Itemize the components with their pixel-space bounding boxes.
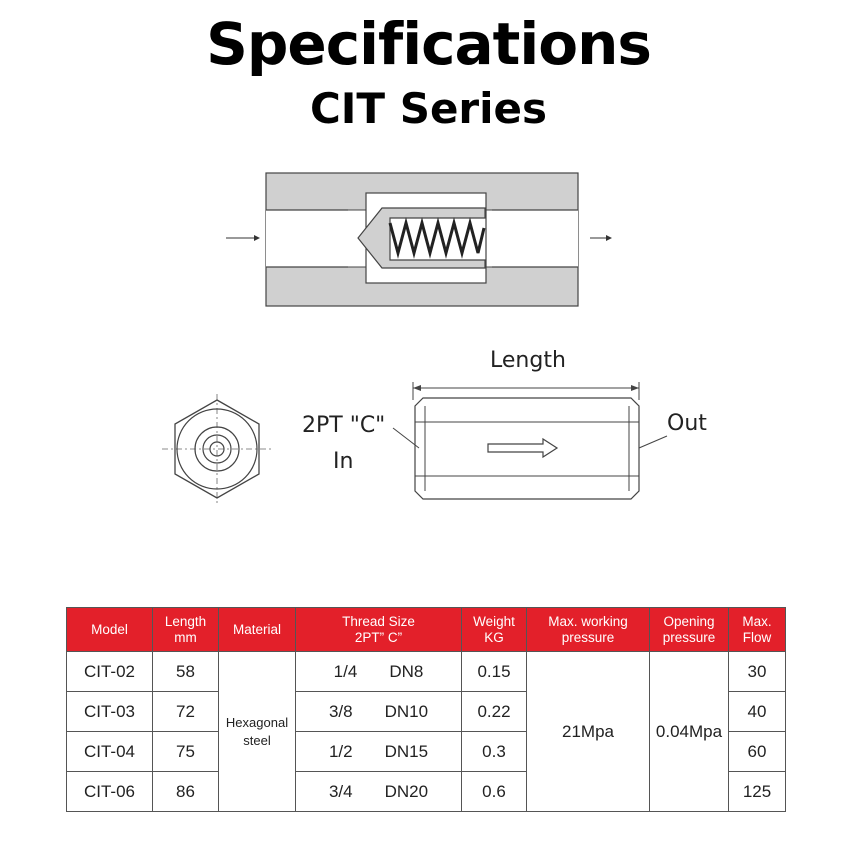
cell-length: 72 [153, 692, 219, 732]
cell-thread: 1/2 DN15 [296, 732, 462, 772]
cell-opening-pressure: 0.04Mpa [650, 652, 729, 812]
cell-model: CIT-03 [67, 692, 153, 732]
cell-material: Hexagonal steel [219, 652, 296, 812]
out-label: Out [667, 411, 707, 436]
header-max-pressure: Max. working pressure [527, 608, 650, 652]
header-model: Model [67, 608, 153, 652]
cell-weight: 0.3 [462, 732, 527, 772]
cell-weight: 0.15 [462, 652, 527, 692]
thread-label: 2PT "C" [302, 413, 386, 438]
table-row [67, 652, 786, 692]
cell-weight: 0.22 [462, 692, 527, 732]
page-title: Specifications [206, 10, 651, 78]
cell-length: 58 [153, 652, 219, 692]
header-opening-pressure: Opening pressure [650, 608, 729, 652]
in-label: In [333, 449, 354, 474]
header-material: Material [219, 608, 296, 652]
cell-thread: 3/8 DN10 [296, 692, 462, 732]
cell-max-pressure: 21Mpa [527, 652, 650, 812]
cell-thread: 3/4 DN20 [296, 772, 462, 812]
spec-table [66, 607, 786, 812]
cell-model: CIT-04 [67, 732, 153, 772]
cell-weight: 0.6 [462, 772, 527, 812]
header-length: Length mm [153, 608, 219, 652]
cell-thread: 1/4 DN8 [296, 652, 462, 692]
cell-flow: 125 [729, 772, 786, 812]
table-header-row [67, 608, 786, 652]
side-view [295, 370, 715, 510]
cell-length: 86 [153, 772, 219, 812]
header-max-flow: Max. Flow [729, 608, 786, 652]
cross-section-diagram [220, 168, 620, 313]
length-label: Length [490, 348, 566, 373]
cell-model: CIT-02 [67, 652, 153, 692]
cell-flow: 40 [729, 692, 786, 732]
cell-flow: 30 [729, 652, 786, 692]
header-weight: Weight KG [462, 608, 527, 652]
cell-model: CIT-06 [67, 772, 153, 812]
header-thread: Thread Size 2PT” C” [296, 608, 462, 652]
cell-flow: 60 [729, 732, 786, 772]
page-subtitle: CIT Series [309, 84, 548, 133]
hex-end-view [160, 392, 275, 507]
cell-length: 75 [153, 732, 219, 772]
